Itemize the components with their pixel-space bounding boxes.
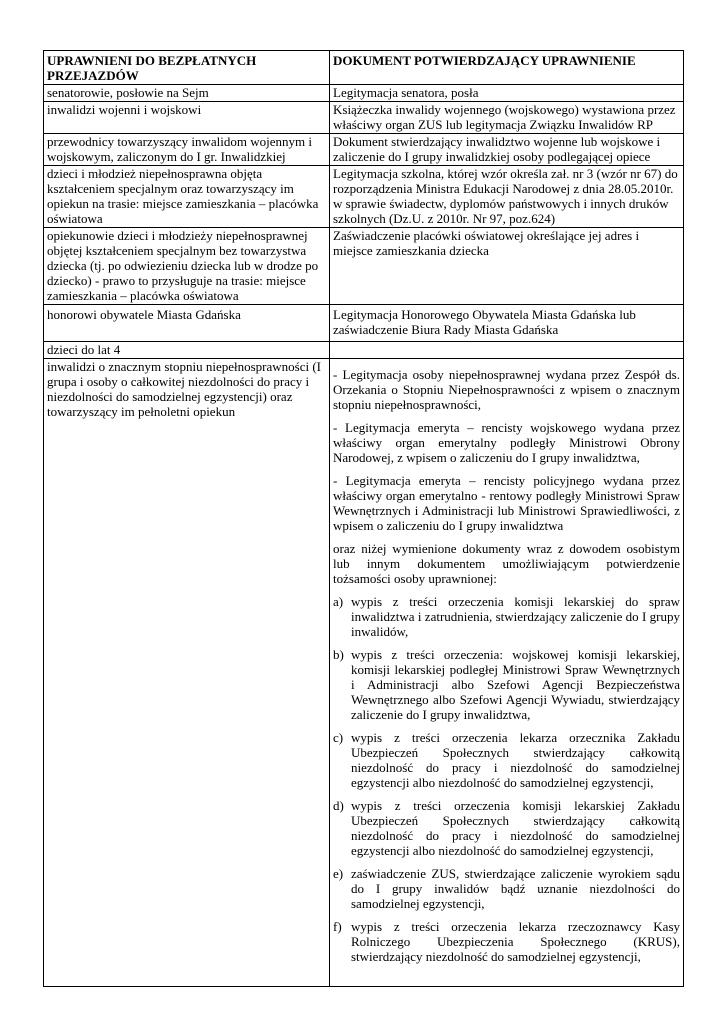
list-text: wypis z treści orzeczenia komisji lekarskiej Zakładu Ubezpieczeń Społecznych stwierdzający całkowitą niezdolność do pracy i niezdolność do samodzielnej egzystencji albo niezdolność do samodzielnej egzystencji, <box>351 798 680 858</box>
list-text: wypis z treści orzeczenia lekarza rzeczoznawcy Kasy Rolniczego Ubezpieczenia Społecznego (KRUS), stwierdzający niezdolność do samodzielnej egzystencji, <box>351 919 680 964</box>
list-marker: b) <box>333 647 344 662</box>
cell-entitled: przewodnicy towarzyszący inwalidom wojennym i wojskowym, zaliczonym do I gr. Inwalidzkiej <box>44 134 330 166</box>
cell-document: Legitymacja szkolna, której wzór określa zał. nr 3 (wzór nr 67) do rozporządzenia Ministra Edukacji Narodowej z dnia 28.05.2010r. w sprawie świadectw, dyplomów państwowych i innych druków szkolnych (Dz.U. z 2010r. Nr 97, poz.624) <box>330 166 684 228</box>
cell-entitled: dzieci do lat 4 <box>44 342 330 359</box>
header-document: DOKUMENT POTWIERDZAJĄCY UPRAWNIENIE <box>330 51 684 85</box>
cell-entitled: inwalidzi o znacznym stopniu niepełnosprawności (I grupa i osoby o całkowitej niezdolności do pracy i niezdolności do samodzielnej egzystencji) oraz towarzyszący im pełnoletni opiekun <box>44 359 330 987</box>
cell-entitled: dzieci i młodzież niepełnosprawna objęta kształceniem specjalnym oraz towarzyszący im opiekun na trasie: miejsce zamieszkania – placówka oświatowa <box>44 166 330 228</box>
table-row <box>44 166 684 228</box>
list-text: wypis z treści orzeczenia: wojskowej komisji lekarskiej, komisji lekarskiej podległej Ministrowi Spraw Wewnętrznych i Administracji albo Szefowi Agencji Bezpieczeństwa Wewnętrznego albo Szefowi Agencji Wywiadu, stwierdzający zaliczenie do I grupy inwalidztwa, <box>351 647 680 722</box>
list-marker: e) <box>333 866 344 881</box>
list-item <box>333 594 680 639</box>
cell-entitled: honorowi obywatele Miasta Gdańska <box>44 305 330 342</box>
cell-document: Książeczka inwalidy wojennego (wojskowego) wystawiona przez właściwy organ ZUS lub legitymacja Związku Inwalidów RP <box>330 102 684 134</box>
table-row <box>44 359 684 987</box>
list-item <box>333 730 680 790</box>
cell-document-list <box>330 359 684 987</box>
table-row <box>44 102 684 134</box>
list-marker: f) <box>333 919 342 934</box>
list-marker: d) <box>333 798 344 813</box>
cell-document: Dokument stwierdzający inwalidztwo wojenne lub wojskowe i zaliczenie do I grupy inwalidzkiej osoby podlegającej opiece <box>330 134 684 166</box>
table-row <box>44 134 684 166</box>
table-header-row <box>44 51 684 85</box>
table-row <box>44 85 684 102</box>
list-marker: c) <box>333 730 344 745</box>
cell-document: Legitymacja senatora, posła <box>330 85 684 102</box>
cell-document-empty <box>330 342 684 359</box>
cell-entitled: inwalidzi wojenni i wojskowi <box>44 102 330 134</box>
cell-entitled: opiekunowie dzieci i młodzieży niepełnosprawnej objętej kształceniem specjalnym bez towarzystwa dziecka (tj. po odwiezieniu dziecka lub w drodze po dziecko) - prawo to przysługuje na trasie: miejsce zamieszkania – placówka oświatowa <box>44 228 330 305</box>
list-item <box>333 647 680 722</box>
table-row <box>44 305 684 342</box>
document-paragraph: - Legitymacja emeryta – rencisty wojskowego wydana przez właściwy organ emerytalny podległy Ministrowi Obrony Narodowej, z wpisem o zaliczeniu do I grupy inwalidztwa, <box>333 420 680 465</box>
list-text: wypis z treści orzeczenia komisji lekarskiej do spraw inwalidztwa i zatrudnienia, stwierdzający zaliczenie do I grupy inwalidów, <box>351 594 680 639</box>
list-text: zaświadczenie ZUS, stwierdzające zaliczenie wyrokiem sądu do I grupy inwalidów bądź uznanie niezdolności do samodzielnej egzystencji, <box>351 866 680 911</box>
list-text: wypis z treści orzeczenia lekarza orzecznika Zakładu Ubezpieczeń Społecznych stwierdzający całkowitą niezdolność do pracy i niezdolność do samodzielnej egzystencji albo niezdolność do samodzielnej egzystencji, <box>351 730 680 790</box>
entitlements-table <box>43 50 684 987</box>
cell-document: Legitymacja Honorowego Obywatela Miasta Gdańska lub zaświadczenie Biura Rady Miasta Gdańska <box>330 305 684 342</box>
list-marker: a) <box>333 594 344 609</box>
cell-document: Zaświadczenie placówki oświatowej określające jej adres i miejsce zamieszkania dziecka <box>330 228 684 305</box>
document-paragraph: - Legitymacja emeryta – rencisty policyjnego wydana przez właściwy organ emerytalno - rentowy podległy Ministrowi Spraw Wewnętrznych i Administracji lub Ministrowi Sprawiedliwości, z wpisem o zaliczeniu do I grupy inwalidztwa <box>333 473 680 533</box>
list-item <box>333 919 680 964</box>
list-item <box>333 866 680 911</box>
document-paragraph: oraz niżej wymienione dokumenty wraz z dowodem osobistym lub innym dokumentem umożliwiającym potwierdzenie tożsamości osoby uprawnionej: <box>333 541 680 586</box>
cell-entitled: senatorowie, posłowie na Sejm <box>44 85 330 102</box>
document-paragraph: - Legitymacja osoby niepełnosprawnej wydana przez Zespół ds. Orzekania o Stopniu Niepełnosprawności z wpisem o znacznym stopniu niepełnosprawności, <box>333 367 680 412</box>
table-row <box>44 228 684 305</box>
list-item <box>333 798 680 858</box>
table-row <box>44 342 684 359</box>
header-entitled: UPRAWNIENI DO BEZPŁATNYCH PRZEJAZDÓW <box>44 51 330 85</box>
